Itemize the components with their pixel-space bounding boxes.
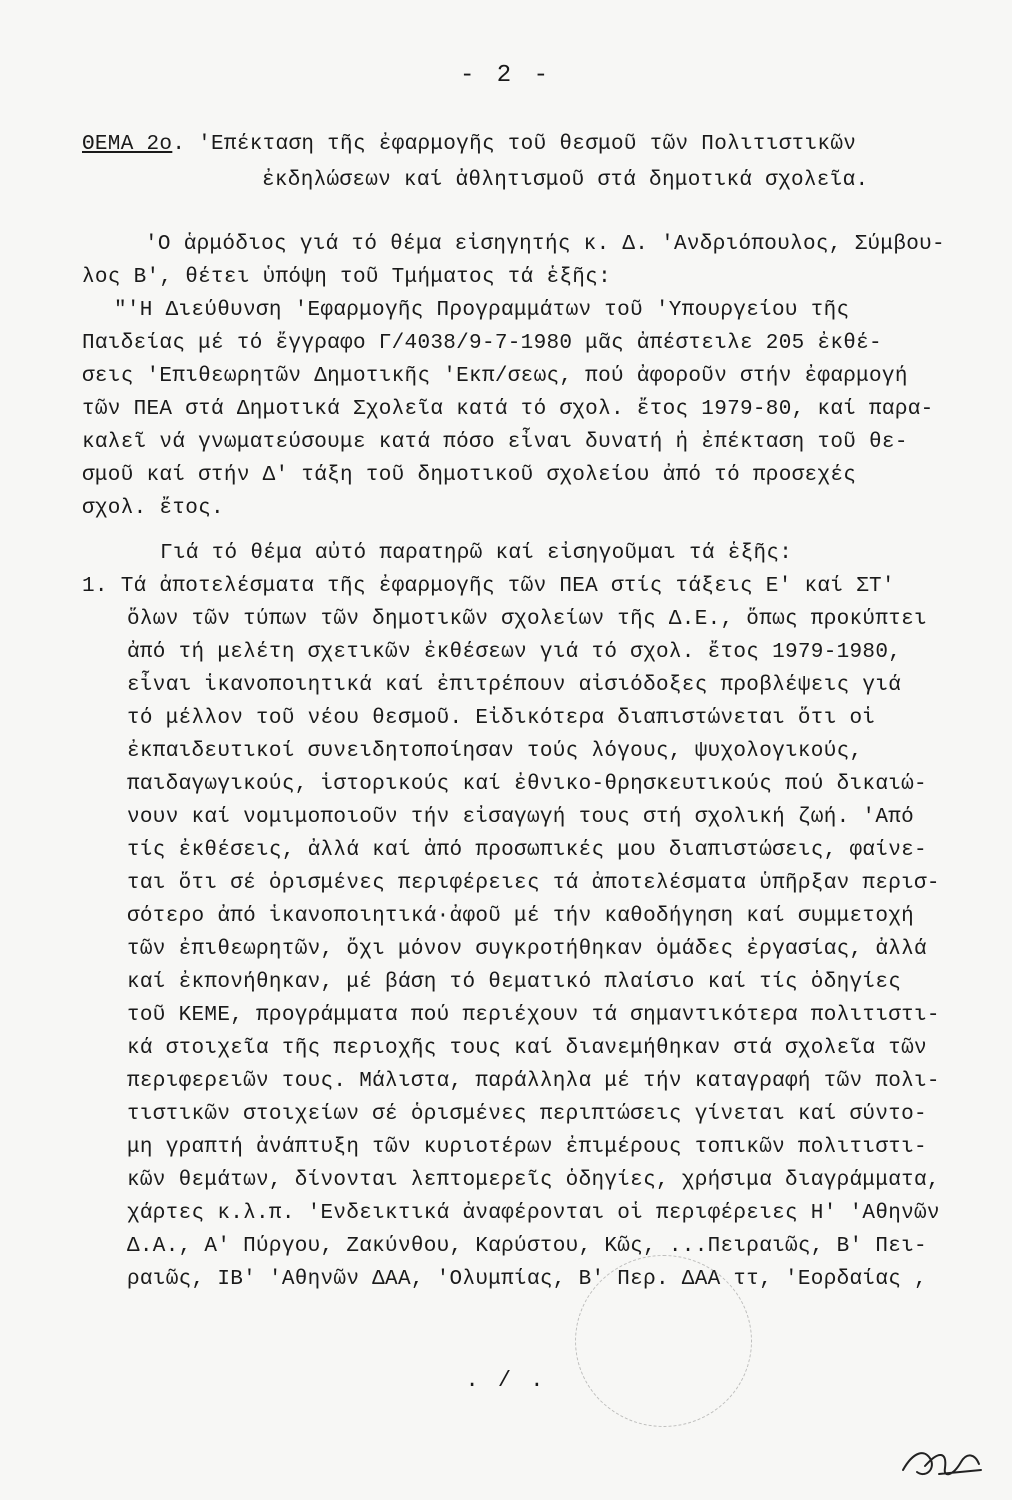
body-line: σμοῦ καί στήν Δ' τάξη τοῦ δημοτικοῦ σχολείου ἀπό τό προσεχές: [82, 464, 857, 487]
heading-title-part-2: ἐκδηλώσεων καί ἀθλητισμοῦ στά δημοτικά σχολεῖα.: [262, 169, 869, 192]
body-line: σότερο ἀπό ἱκανοποιητικά·ἀφοῦ μέ τήν καθοδήγηση καί συμμετοχή: [127, 905, 915, 928]
body-line: ραιῶς, ΙΒ' 'Αθηνῶν ΔΑΑ, 'Ολυμπίας, Β' Περ. ΔΑΑ ττ, 'Εορδαίας ,: [127, 1268, 927, 1291]
body-line: παιδαγωγικούς, ἱστορικούς καί ἐθνικο-θρησκευτικούς πού δικαιώ-: [127, 773, 927, 796]
continuation-mark: . / .: [465, 1368, 547, 1393]
body-line: νουν καί νομιμοποιοῦν τήν εἰσαγωγή τους στή σχολική ζωή. 'Από: [127, 806, 915, 829]
body-line: Δ.Α., Α' Πύργου, Ζακύνθου, Καρύστου, Κῶς, ...Πειραιῶς, Β' Πει-: [127, 1235, 927, 1258]
body-line: ὅλων τῶν τύπων τῶν δημοτικῶν σχολείων τῆς Δ.Ε., ὅπως προκύπτει: [127, 608, 927, 631]
body-line: τῶν ἐπιθεωρητῶν, ὄχι μόνον συγκροτήθηκαν ὁμάδες ἐργασίας, ἀλλά: [127, 938, 927, 961]
body-line: ται ὅτι σέ ὁρισμένες περιφέρειες τά ἀποτελέσματα ὑπῆρξαν περισ-: [127, 872, 940, 895]
body-line: σεις 'Επιθεωρητῶν Δημοτικῆς 'Εκπ/σεως, πού ἀφοροῦν στήν ἐφαρμογή: [82, 365, 908, 388]
body-line: σχολ. ἔτος.: [82, 497, 224, 520]
body-line: ἀπό τή μελέτη σχετικῶν ἐκθέσεων γιά τό σχολ. ἔτος 1979-1980,: [127, 641, 902, 664]
body-line: τίς ἐκθέσεις, ἀλλά καί ἀπό προσωπικές μου διαπιστώσεις, φαίνε-: [127, 839, 927, 862]
signature-icon: [895, 1440, 985, 1485]
body-line: Παιδείας μέ τό ἔγγραφο Γ/4038/9-7-1980 μᾶς ἀπέστειλε 205 ἐκθέ-: [82, 332, 882, 355]
faded-stamp-seal: [575, 1255, 752, 1427]
heading-title-part-1: . 'Επέκταση τῆς ἐφαρμογῆς τοῦ θεσμοῦ τῶν Πολιτιστικῶν: [172, 133, 857, 156]
body-line: Γιά τό θέμα αὐτό παρατηρῶ καί εἰσηγοῦμαι τά ἑξῆς:: [160, 542, 793, 565]
body-line: τό μέλλον τοῦ νέου θεσμοῦ. Εἰδικότερα διαπιστώνεται ὅτι οἱ: [127, 707, 876, 730]
body-line: εἶναι ἱκανοποιητικά καί ἐπιτρέπουν αἰσιόδοξες προβλέψεις γιά: [127, 674, 902, 697]
body-line: "'Η Διεύθυνση 'Εφαρμογῆς Προγραμμάτων τοῦ 'Υπουργείου τῆς: [114, 299, 850, 322]
body-line: κά στοιχεῖα τῆς περιοχῆς τους καί διανεμήθηκαν στά σχολεῖα τῶν: [127, 1037, 927, 1060]
body-line: τιστικῶν στοιχείων σέ ὁρισμένες περιπτώσεις γίνεται καί σύντο-: [127, 1103, 927, 1126]
body-line: τοῦ ΚΕΜΕ, προγράμματα πού περιέχουν τά σημαντικότερα πολιτιστι-: [127, 1004, 940, 1027]
body-line: 'Ο ἁρμόδιος γιά τό θέμα εἰσηγητής κ. Δ. 'Ανδριόπουλος, Σύμβου-: [145, 233, 945, 256]
body-line: καί ἐκπονήθηκαν, μέ βάση τό θεματικό πλαίσιο καί τίς ὁδηγίες: [127, 971, 902, 994]
body-line: καλεῖ νά γνωματεύσουμε κατά πόσο εἶναι δυνατή ἡ ἐπέκταση τοῦ θε-: [82, 431, 908, 454]
body-line: τῶν ΠΕΑ στά Δημοτικά Σχολεῖα κατά τό σχολ. ἔτος 1979-80, καί παρα-: [82, 398, 934, 421]
body-line: ἐκπαιδευτικοί συνειδητοποίησαν τούς λόγους, ψυχολογικούς,: [127, 740, 863, 763]
body-line: μη γραπτή ἀνάπτυξη τῶν κυριοτέρων ἐπιμέρους τοπικῶν πολιτιστι-: [127, 1136, 927, 1159]
heading-label: ΘΕΜΑ 2ο: [82, 133, 173, 156]
body-line: λος Β', θέτει ὑπόψη τοῦ Τμήματος τά ἑξῆς:: [82, 266, 611, 289]
body-line: περιφερειῶν τους. Μάλιστα, παράλληλα μέ τήν καταγραφή τῶν πολι-: [127, 1070, 940, 1093]
body-line: κῶν θεμάτων, δίνονται λεπτομερεῖς ὁδηγίες, χρήσιμα διαγράμματα,: [127, 1169, 940, 1192]
body-line: χάρτες κ.λ.π. 'Ενδεικτικά ἀναφέρονται οἱ περιφέρειες Η' 'Αθηνῶν: [127, 1202, 940, 1225]
numbered-item-line: 1. Τά ἀποτελέσματα τῆς ἐφαρμογῆς τῶν ΠΕΑ στίς τάξεις Ε' καί ΣΤ': [82, 575, 895, 598]
page-number: - 2 -: [459, 62, 552, 89]
heading-line-1: [82, 130, 856, 160]
